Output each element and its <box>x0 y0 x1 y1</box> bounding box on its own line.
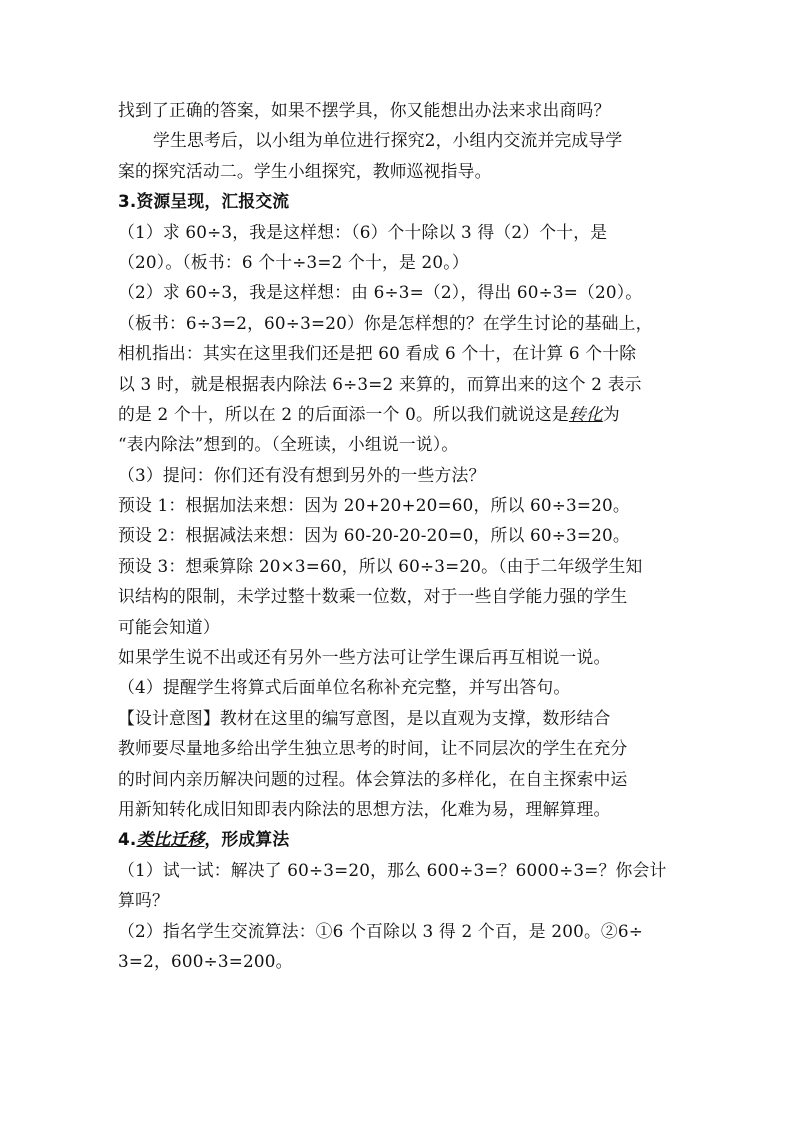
text-line-10: 以 3 时，就是根据表内除法 6÷3=2 来算的，而算出来的这个 2 表示 <box>118 373 642 394</box>
text-line-26: （1）试一试：解决了 60÷3=20，那么 600÷3=？6000÷3=？你会计 <box>118 859 667 880</box>
text-line-5: （1）求 60÷3，我是这样想：（6）个十除以 3 得（2）个十，是 <box>118 221 608 242</box>
text-segment: 为 <box>602 403 620 424</box>
text-line-23: 的时间内亲历解决问题的过程。体会算法的多样化，在自主探索中运 <box>118 768 628 789</box>
text-line-2: 学生思考后，以小组为单位进行探究2，小组内交流并完成导学 <box>153 130 623 151</box>
text-line-27: 算吗？ <box>118 890 169 911</box>
text-line-28: （2）指名学生交流算法：①6 个百除以 3 得 2 个百，是 200。②6÷ <box>118 920 644 941</box>
section-heading-3: 3.资源呈现，汇报交流 <box>118 191 290 212</box>
text-line-20: （4）提醒学生将算式后面单位名称补充完整，并写出答句。 <box>118 677 571 698</box>
text-line-12: “表内除法”想到的。（全班读，小组说一说）。 <box>118 434 459 455</box>
text-line-14: 预设 1：根据加法来想：因为 20+20+20=60，所以 60÷3=20。 <box>118 495 630 516</box>
text-segment: 4. <box>118 829 137 850</box>
text-line-3: 案的探究活动二。学生小组探究，教师巡视指导。 <box>118 160 492 181</box>
text-line-1: 找到了正确的答案，如果不摆学具，你又能想出办法来求出商吗？ <box>118 100 611 120</box>
text-line-16: 预设 3：想乘算除 20×3=60，所以 60÷3=20。（由于二年级学生知 <box>118 555 643 576</box>
text-segment: ，形成算法 <box>204 829 290 850</box>
emphasis-text: 类比迁移 <box>136 829 205 850</box>
text-line-6: （20）。（板书：6 个十÷3=2 个十，是 20。） <box>118 251 469 272</box>
text-line-29: 3=2，600÷3=200。 <box>118 950 293 971</box>
section-heading-4 <box>118 824 680 854</box>
document-page <box>118 95 680 976</box>
text-line-24: 用新知转化成旧知即表内除法的思想方法，化难为易，理解算理。 <box>118 798 611 819</box>
text-line-18: 可能会知道） <box>118 616 220 637</box>
text-line-19: 如果学生说不出或还有另外一些方法可让学生课后再互相说一说。 <box>118 647 611 668</box>
emphasis-text: 转化 <box>568 403 603 424</box>
text-line-11 <box>118 399 680 429</box>
text-line-7: （2）求 60÷3，我是这样想：由 6÷3=（2），得出 60÷3=（20）。 <box>118 282 643 303</box>
text-line-15: 预设 2：根据减法来想：因为 60-20-20-20=0，所以 60÷3=20。 <box>118 525 630 546</box>
text-line-22: 教师要尽量地多给出学生独立思考的时间，让不同层次的学生在充分 <box>118 738 628 759</box>
text-line-9: 相机指出：其实在这里我们还是把 60 看成 6 个十，在计算 6 个十除 <box>118 343 637 364</box>
text-line-21: 【设计意图】教材在这里的编写意图，是以直观为支撑，数形结合 <box>118 707 611 728</box>
text-line-17: 识结构的限制，未学过整十数乘一位数，对于一些自学能力强的学生 <box>118 586 628 607</box>
text-segment: 的是 2 个十，所以在 2 的后面添一个 0。所以我们就说这是 <box>118 403 569 424</box>
text-line-13: （3）提问：你们还有没有想到另外的一些方法？ <box>118 464 486 485</box>
text-line-8: （板书：6÷3=2，60÷3=20）你是怎样想的？在学生讨论的基础上， <box>118 312 653 333</box>
